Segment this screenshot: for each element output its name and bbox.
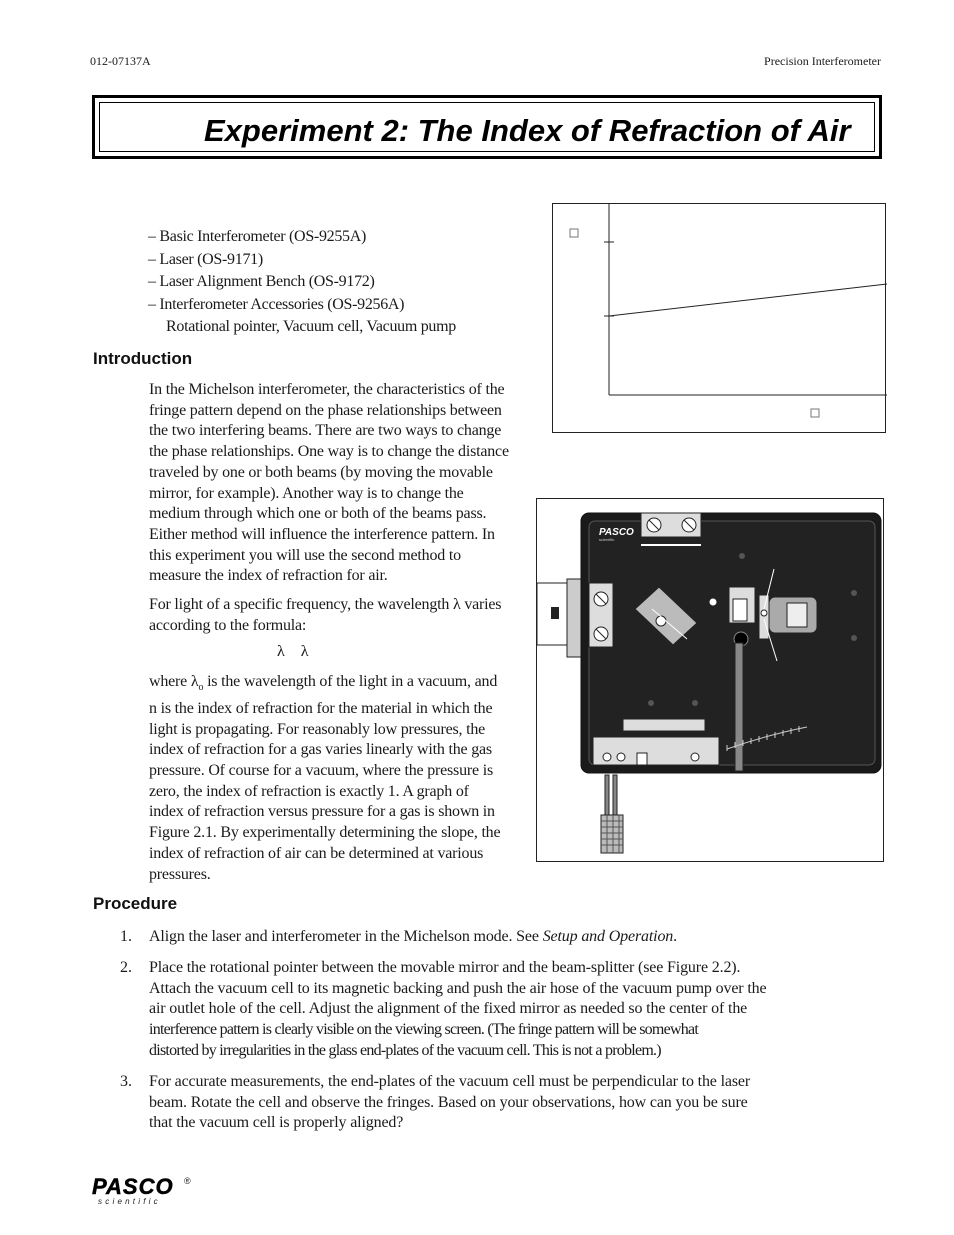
step-text: interference pattern is clearly visible on the viewing screen. (The fringe pattern will be somewhat — [149, 1021, 699, 1039]
step-text: that the vacuum cell is properly aligned? — [149, 1114, 404, 1132]
equipment-item: – Laser (OS-9171) — [148, 250, 263, 268]
text-line: pressures. — [149, 865, 211, 883]
lens-holder — [623, 719, 705, 731]
text-line: pressure. Of course for a vacuum, where the pressure is — [149, 762, 493, 779]
cell-window — [787, 603, 807, 627]
figure-2-1-graph — [552, 203, 886, 433]
wavelength-formula: λ λ — [277, 643, 309, 660]
thumbscrew-icon — [617, 753, 625, 761]
registered-mark: ® — [184, 1176, 191, 1186]
product-name: Precision Interferometer — [764, 54, 881, 68]
thumbscrew-icon — [656, 616, 666, 626]
document-number: 012-07137A — [90, 54, 151, 68]
text-line: Figure 2.1. By experimentally determining the slope, the — [149, 824, 501, 842]
page-title: Experiment 2: The Index of Refraction of Air — [204, 113, 851, 148]
pasco-logo — [92, 1176, 202, 1208]
text-line: index of refraction of air can be determined at various — [149, 844, 484, 862]
introduction-paragraph-3 — [149, 672, 529, 885]
laser-mount — [567, 579, 581, 657]
step-text-italic: Setup and Operation — [542, 928, 674, 945]
step-text: Attach the vacuum cell to its magnetic backing and push the air hose of the vacuum pump over the — [149, 979, 767, 997]
graph-svg — [553, 204, 887, 434]
text-line: n is the index of refraction for the material in which the — [149, 699, 493, 717]
text-line: the two interfering beams. There are two ways to change — [149, 422, 502, 440]
text-line: this experiment you will use the second method to — [149, 546, 461, 564]
text-line: zero, the index of refraction is exactly 1. A graph of — [149, 782, 469, 800]
micrometer-shaft — [613, 775, 617, 815]
step-text: . — [673, 928, 678, 945]
step-text: Place the rotational pointer between the movable mirror and the beam-splitter (see Figure 2.2). — [149, 959, 741, 976]
step-text: For accurate measurements, the end-plates of the vacuum cell must be perpendicular to the laser — [149, 1073, 751, 1090]
title-box — [92, 95, 882, 159]
x-axis-label-glyph — [811, 409, 819, 417]
text-line: index of refraction for a gas varies linearly with the gas — [149, 741, 492, 759]
text-line: medium through which one or both of the beams pass. — [149, 505, 487, 523]
rotational-pointer — [735, 643, 743, 771]
text-line: traveled by one or both beams (by moving the movable — [149, 463, 493, 481]
step-text: air outlet hole of the cell. Adjust the alignment of the fixed mirror as needed so the center of the — [149, 1000, 748, 1018]
micrometer-shaft — [605, 775, 609, 815]
logo-tagline: s c i e n t i f i c — [98, 1197, 159, 1206]
equipment-item: – Basic Interferometer (OS-9255A) — [148, 228, 367, 245]
equipment-sub-item: Rotational pointer, Vacuum cell, Vacuum pump — [166, 318, 456, 335]
mounting-hole — [648, 700, 654, 706]
figure-2-2-illustration — [536, 498, 884, 862]
laser-aperture — [551, 607, 559, 619]
step-text: beam. Rotate the cell and observe the fringes. Based on your observations, how can you be sure — [149, 1093, 748, 1111]
micrometer-block — [637, 753, 647, 765]
mounting-hole — [851, 590, 857, 596]
interferometer-drawing — [537, 499, 885, 863]
text-line: index of refraction versus pressure for a gas is shown in — [149, 803, 495, 821]
text-line: Either method will influence the interference pattern. In — [149, 525, 495, 543]
thumbscrew-icon — [691, 753, 699, 761]
mounting-hole — [739, 553, 745, 559]
mirror-face — [733, 599, 747, 621]
text-line: mirror, for example). Another way is to change the — [149, 484, 464, 502]
plate-logo-sub: scientific — [599, 537, 615, 542]
y-axis-label-glyph — [570, 229, 578, 237]
step-number: 2. — [120, 959, 132, 976]
text-line: fringe pattern depend on the phase relationships between — [149, 401, 502, 419]
introduction-paragraph-2 — [149, 595, 529, 636]
text-line: light is propagating. For reasonably low pressures, the — [149, 720, 486, 738]
plate-logo: PASCO — [599, 527, 634, 538]
pivot-icon — [709, 598, 717, 606]
introduction-heading: Introduction — [93, 349, 193, 368]
step-number: 3. — [120, 1073, 132, 1090]
cell-backing — [759, 595, 769, 639]
index-vs-pressure-line — [609, 284, 887, 316]
equipment-item: – Interferometer Accessories (OS-9256A) — [148, 295, 405, 313]
equipment-list — [148, 226, 456, 339]
introduction-paragraph-1 — [149, 380, 529, 587]
step-number: 1. — [120, 928, 132, 945]
text-line: In the Michelson interferometer, the characteristics of the — [149, 381, 505, 398]
subscript: o — [198, 682, 204, 694]
text-fragment: where λ — [149, 673, 199, 690]
mounting-hole — [692, 700, 698, 706]
step-text: Align the laser and interferometer in the Michelson mode. See — [149, 928, 543, 945]
procedure-heading: Procedure — [93, 894, 178, 913]
step-text: distorted by irregularities in the glass end-plates of the vacuum cell. This is not a problem.) — [149, 1041, 661, 1059]
micrometer-base — [593, 737, 719, 765]
text-line: measure the index of refraction for air. — [149, 567, 388, 585]
text-line: the phase relationships. One way is to change the distance — [149, 443, 509, 461]
text-line: For light of a specific frequency, the wavelength λ varies — [149, 596, 502, 613]
thumbscrew-icon — [603, 753, 611, 761]
equipment-item: – Laser Alignment Bench (OS-9172) — [148, 273, 375, 290]
text-line: according to the formula: — [149, 616, 307, 634]
mounting-hole — [851, 635, 857, 641]
text-fragment: is the wavelength of the light in a vacuum, and — [203, 673, 498, 690]
logo-wordmark: PASCO — [92, 1174, 174, 1199]
procedure-steps — [120, 927, 800, 1137]
air-outlet-hole — [761, 610, 767, 616]
